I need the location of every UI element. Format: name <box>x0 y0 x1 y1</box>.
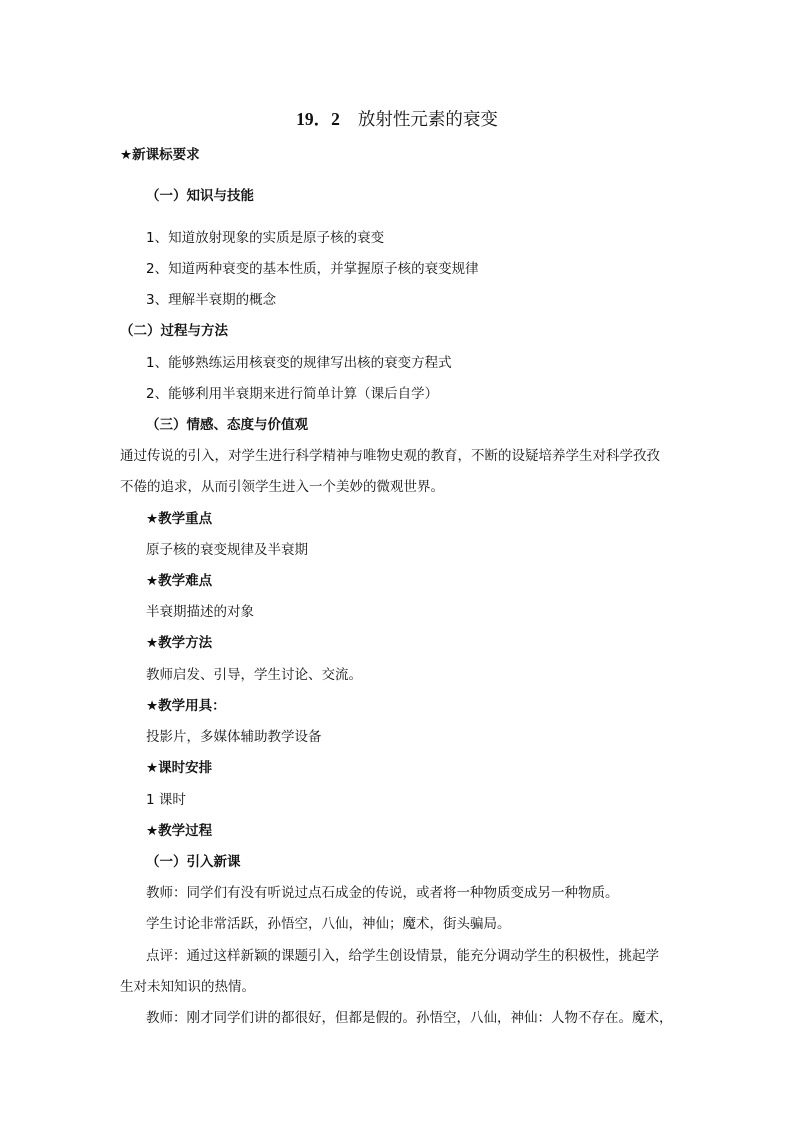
method-text: 教师启发、引导，学生讨论、交流。 <box>146 667 362 683</box>
heading-teaching-process: ★教学过程 <box>146 823 213 839</box>
difficulties-text: 半衰期描述的对象 <box>146 604 254 620</box>
heading-emotion: （三）情感、态度与价值观 <box>146 417 308 433</box>
student-discussion: 学生讨论非常活跃，孙悟空，八仙，神仙；魔术，街头骗局。 <box>146 916 511 932</box>
heading-new-standard: ★新课标要求 <box>120 147 200 163</box>
process-item-2: 2、能够利用半衰期来进行简单计算（课后自学） <box>146 386 439 402</box>
teacher-line-2: 教师：刚才同学们讲的都很好，但都是假的。孙悟空，八仙，神仙：人物不存在。魔术， <box>146 1010 673 1026</box>
heading-schedule: ★课时安排 <box>146 760 213 776</box>
heading-knowledge: （一）知识与技能 <box>146 188 254 204</box>
knowledge-item-1: 1、知道放射现象的实质是原子核的衰变 <box>146 230 385 246</box>
comment-line-1: 点评：通过这样新颖的课题引入，给学生创设情景，能充分调动学生的积极性，挑起学 <box>146 948 659 964</box>
heading-method: ★教学方法 <box>146 635 213 651</box>
process-item-1: 1、能够熟练运用核衰变的规律写出核的衰变方程式 <box>146 355 452 371</box>
page-title <box>0 106 794 131</box>
comment-line-2: 生对未知知识的热情。 <box>120 979 255 995</box>
heading-process: （二）过程与方法 <box>120 323 228 339</box>
title-number: 19．2 <box>296 109 340 129</box>
heading-tools: ★教学用具： <box>146 698 226 714</box>
emotion-paragraph-line-1: 通过传说的引入，对学生进行科学精神与唯物史观的教育，不断的设疑培养学生对科学孜孜 <box>120 448 660 464</box>
title-text: 放射性元素的衰变 <box>357 110 498 130</box>
key-points-text: 原子核的衰变规律及半衰期 <box>146 542 308 558</box>
knowledge-item-3: 3、理解半衰期的概念 <box>146 292 277 308</box>
emotion-paragraph-line-2: 不倦的追求，从而引领学生进入一个美妙的微观世界。 <box>120 479 444 495</box>
schedule-text: 1 课时 <box>146 792 186 808</box>
knowledge-item-2: 2、知道两种衰变的基本性质，并掌握原子核的衰变规律 <box>146 261 479 277</box>
heading-difficulties: ★教学难点 <box>146 573 213 589</box>
teacher-line-1: 教师：同学们有没有听说过点石成金的传说，或者将一种物质变成另一种物质。 <box>146 885 619 901</box>
tools-text: 投影片，多媒体辅助教学设备 <box>146 729 322 745</box>
heading-key-points: ★教学重点 <box>146 511 213 527</box>
heading-introduction: （一）引入新课 <box>146 854 241 870</box>
